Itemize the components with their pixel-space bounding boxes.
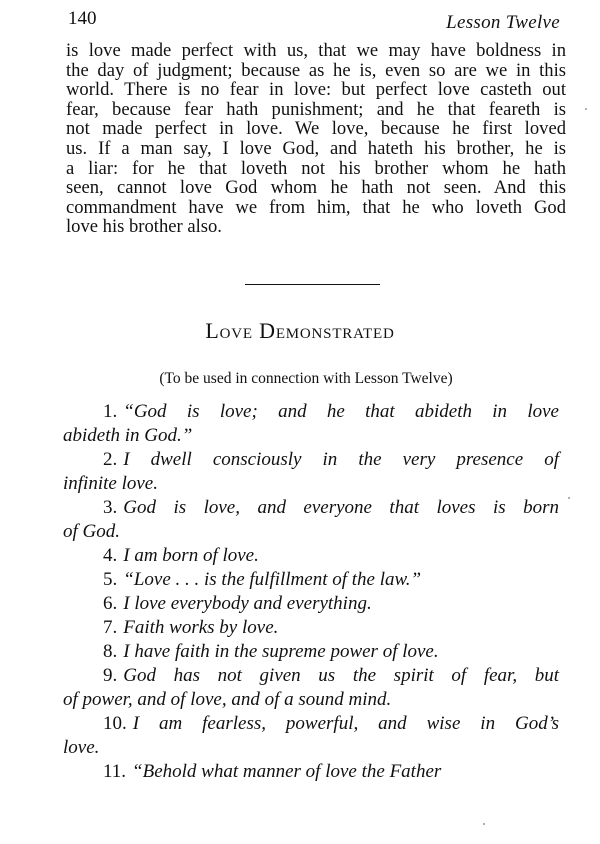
affirmation-number: 4. [103, 545, 118, 566]
affirmation-text: “God is love; and he that abideth in love [123, 401, 559, 422]
affirmation-line [63, 640, 559, 664]
affirmation-text: I dwell consciously in the very presence of [123, 449, 559, 470]
running-head: Lesson Twelve [446, 12, 560, 33]
affirmation-line [63, 496, 559, 520]
affirmation-text: of God. [63, 521, 120, 542]
scripture-passage [66, 41, 566, 237]
affirmation-line [63, 400, 559, 424]
affirmation-item [63, 760, 559, 784]
affirmation-number: 10. [103, 713, 127, 734]
affirmation-text: I am fearless, powerful, and wise in God’s [132, 713, 559, 734]
affirmation-number: 2. [103, 449, 118, 470]
affirmation-text: God is love, and everyone that loves is born [123, 497, 559, 518]
affirmation-item [63, 496, 559, 544]
passage-line: commandment have we from him, that he who loveth God [66, 196, 566, 218]
affirmation-text: of power, and of love, and of a sound mind. [63, 689, 392, 710]
affirmation-item [63, 448, 559, 496]
affirmation-number: 6. [103, 593, 118, 614]
affirmation-text: I am born of love. [123, 545, 259, 566]
scan-speck [568, 497, 570, 499]
passage-line: world. There is no fear in love: but perfect love casteth out [66, 79, 566, 101]
affirmation-number: 9. [103, 665, 118, 686]
scan-speck [585, 108, 587, 110]
affirmation-text: infinite love. [63, 473, 158, 494]
affirmation-item [63, 544, 559, 568]
affirmation-line [63, 544, 559, 568]
affirmation-line [63, 712, 559, 736]
affirmation-text: abideth in God.” [63, 425, 193, 446]
affirmation-text: love. [63, 737, 100, 758]
affirmation-line [63, 616, 559, 640]
page-number: 140 [68, 8, 97, 29]
affirmation-item [63, 664, 559, 712]
affirmation-line [63, 592, 559, 616]
passage-line: seen, cannot love God whom he hath not seen. And this [66, 177, 566, 199]
affirmation-line [63, 424, 559, 448]
affirmation-item [63, 592, 559, 616]
passage-line: the day of judgment; because as he is, even so are we in this [66, 59, 566, 81]
section-divider [245, 284, 380, 285]
affirmation-line [63, 520, 559, 544]
affirmation-item [63, 400, 559, 448]
affirmation-line [63, 448, 559, 472]
passage-line: love his brother also. [66, 216, 222, 238]
affirmation-line [63, 664, 559, 688]
affirmation-text: God has not given us the spirit of fear, but [123, 665, 559, 686]
affirmation-item [63, 568, 559, 592]
affirmation-text: I love everybody and everything. [123, 593, 372, 614]
affirmation-text: “Behold what manner of love the Father [132, 761, 442, 782]
passage-line: us. If a man say, I love God, and hateth his brother, he is [66, 137, 566, 159]
affirmation-number: 11. [103, 761, 127, 782]
affirmation-number: 3. [103, 497, 118, 518]
scan-speck [483, 823, 485, 825]
passage-line: is love made perfect with us, that we may have boldness in [66, 40, 566, 61]
affirmation-item [63, 640, 559, 664]
passage-line: a liar: for he that loveth not his brother whom he hath [66, 157, 566, 179]
affirmation-number: 5. [103, 569, 118, 590]
section-title: Love Demonstrated [205, 318, 395, 343]
affirmation-number: 1. [103, 401, 118, 422]
affirmation-item [63, 712, 559, 760]
affirmation-item [63, 616, 559, 640]
affirmation-list [63, 400, 559, 784]
affirmation-line [63, 760, 559, 784]
affirmation-number: 7. [103, 617, 118, 638]
section-subtitle: (To be used in connection with Lesson Twelve) [159, 370, 453, 387]
affirmation-text: “Love . . . is the fulfillment of the law.” [123, 569, 422, 590]
affirmation-number: 8. [103, 641, 118, 662]
affirmation-text: I have faith in the supreme power of love. [123, 641, 439, 662]
affirmation-line [63, 688, 559, 712]
passage-line: fear, because fear hath punishment; and he that feareth is [66, 98, 566, 120]
affirmation-line [63, 472, 559, 496]
affirmation-line [63, 736, 559, 760]
affirmation-text: Faith works by love. [123, 617, 279, 638]
passage-line: not made perfect in love. We love, because he first loved [66, 118, 566, 140]
affirmation-line [63, 568, 559, 592]
